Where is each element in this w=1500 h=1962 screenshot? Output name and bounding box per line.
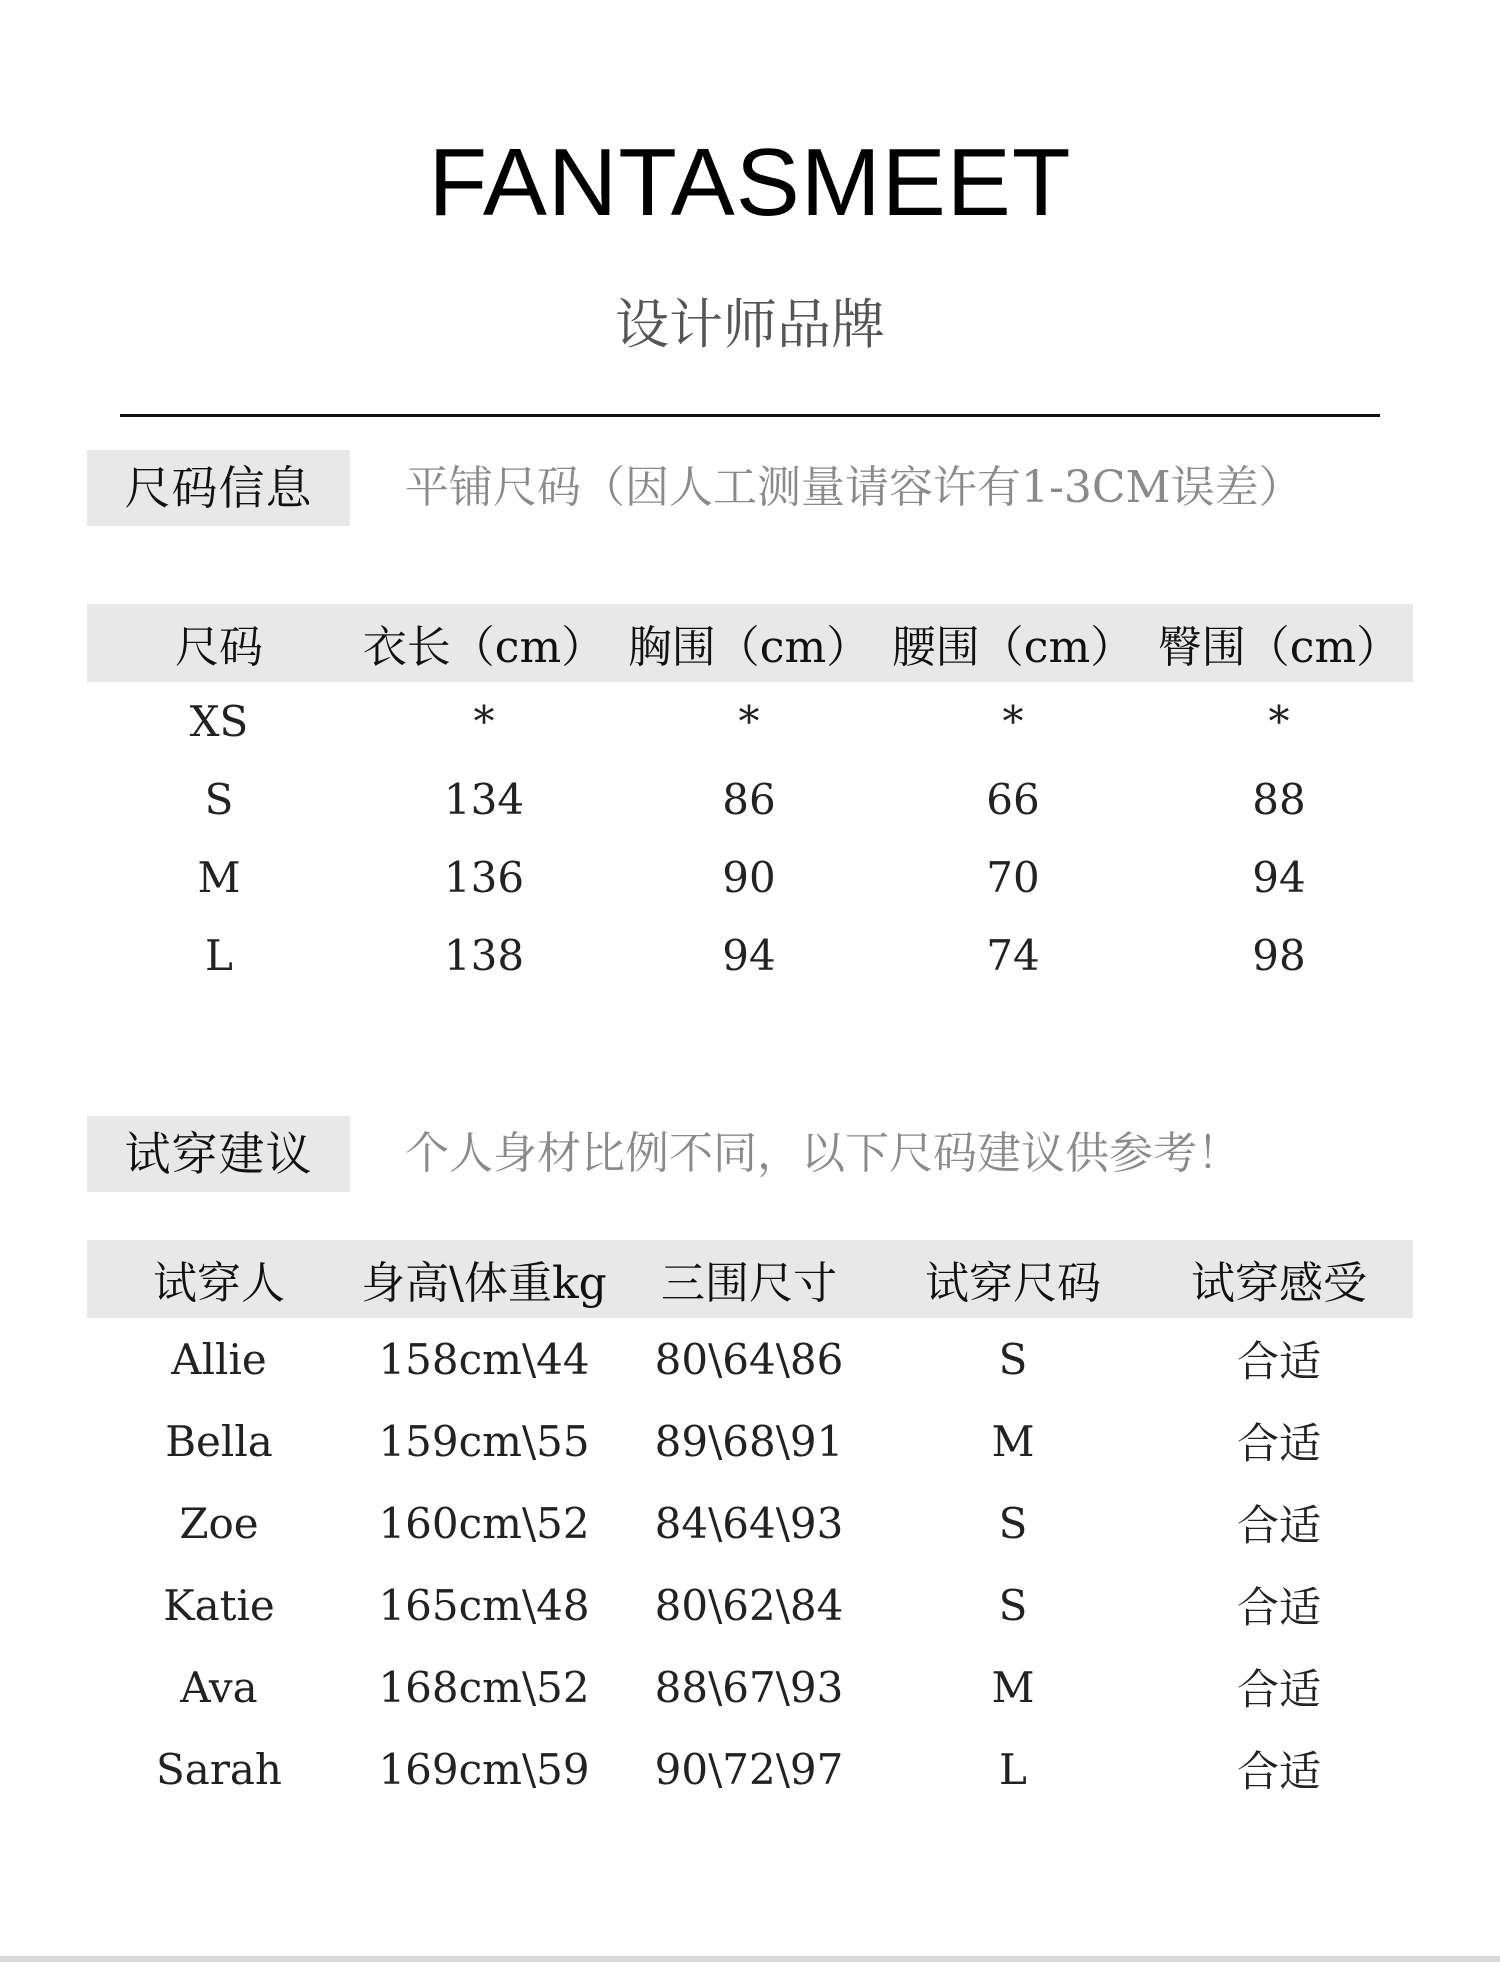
- fit-section-tag: 试穿建议: [87, 1116, 350, 1192]
- column-header-waist: 腰围（cm）: [891, 622, 1135, 673]
- table-cell: Allie: [171, 1334, 267, 1384]
- table-cell: 88\67\93: [654, 1662, 844, 1712]
- table-cell: Sarah: [156, 1744, 282, 1794]
- table-cell: 合适: [1236, 1419, 1321, 1468]
- table-cell: 86: [722, 774, 776, 824]
- table-cell: S: [998, 1334, 1028, 1384]
- fit-table: [87, 1240, 1413, 1810]
- table-cell: 98: [1252, 930, 1306, 980]
- brand-subtitle: 设计师品牌: [615, 293, 885, 356]
- table-row: [87, 1646, 1413, 1728]
- column-header-length: 衣长（cm）: [362, 622, 606, 673]
- column-header-tried-size: 试穿尺码: [925, 1258, 1101, 1309]
- size-section-note: 平铺尺码（因人工测量请容许有1-3CM误差）: [405, 462, 1303, 513]
- table-cell: 90\72\97: [654, 1744, 844, 1794]
- table-cell: *: [1268, 696, 1290, 746]
- table-row: [87, 760, 1413, 838]
- table-cell: S: [998, 1498, 1028, 1548]
- table-row: [87, 1400, 1413, 1482]
- table-cell: 168cm\52: [378, 1662, 590, 1712]
- table-cell: 89\68\91: [654, 1416, 844, 1466]
- table-row: [87, 1728, 1413, 1810]
- brand-title: FANTASMEET: [428, 129, 1072, 236]
- table-cell: *: [738, 696, 760, 746]
- table-cell: 80\64\86: [654, 1334, 844, 1384]
- table-cell: 160cm\52: [378, 1498, 590, 1548]
- table-cell: S: [998, 1580, 1028, 1630]
- table-cell: 合适: [1236, 1583, 1321, 1632]
- table-cell: 合适: [1236, 1665, 1321, 1714]
- table-cell: 94: [722, 930, 776, 980]
- column-header-fit-feeling: 试穿感受: [1191, 1258, 1367, 1309]
- table-cell: 84\64\93: [654, 1498, 844, 1548]
- table-cell: 88: [1252, 774, 1306, 824]
- column-header-hip: 臀围（cm）: [1157, 622, 1401, 673]
- table-row: [87, 838, 1413, 916]
- table-cell: 90: [722, 852, 776, 902]
- table-row: [87, 1482, 1413, 1564]
- table-cell: 94: [1252, 852, 1306, 902]
- table-cell: *: [473, 696, 495, 746]
- column-header-measurements: 三围尺寸: [661, 1258, 837, 1309]
- fit-table-header-row: [87, 1240, 1413, 1318]
- table-cell: M: [991, 1662, 1035, 1712]
- size-table-header-row: [87, 604, 1413, 682]
- table-cell: Katie: [163, 1580, 275, 1630]
- table-cell: XS: [189, 696, 249, 746]
- table-cell: 136: [443, 852, 525, 902]
- table-cell: 80\62\84: [654, 1580, 844, 1630]
- table-cell: Ava: [180, 1662, 258, 1712]
- column-header-bust: 胸围（cm）: [627, 622, 871, 673]
- table-cell: 66: [986, 774, 1040, 824]
- table-cell: 74: [986, 930, 1040, 980]
- table-cell: M: [197, 852, 241, 902]
- column-header-height-weight: 身高\体重kg: [361, 1258, 607, 1309]
- table-cell: 138: [443, 930, 525, 980]
- table-row: [87, 1318, 1413, 1400]
- column-header-tester: 试穿人: [153, 1258, 285, 1309]
- table-row: [87, 682, 1413, 760]
- fit-section-note: 个人身材比例不同，以下尺码建议供参考！: [405, 1128, 1241, 1179]
- table-cell: M: [991, 1416, 1035, 1466]
- table-cell: 合适: [1236, 1337, 1321, 1386]
- table-cell: L: [999, 1744, 1027, 1794]
- table-cell: 合适: [1236, 1747, 1321, 1796]
- table-cell: 159cm\55: [378, 1416, 590, 1466]
- table-cell: *: [1002, 696, 1024, 746]
- table-cell: Bella: [165, 1416, 273, 1466]
- header-divider: [120, 414, 1380, 417]
- table-row: [87, 916, 1413, 994]
- size-section-tag: 尺码信息: [87, 450, 350, 526]
- table-row: [87, 1564, 1413, 1646]
- table-cell: 169cm\59: [378, 1744, 590, 1794]
- table-cell: 合适: [1236, 1501, 1321, 1550]
- table-cell: 165cm\48: [378, 1580, 590, 1630]
- table-cell: 158cm\44: [378, 1334, 590, 1384]
- bottom-divider: [0, 1956, 1500, 1962]
- column-header-size: 尺码: [175, 622, 263, 673]
- table-cell: L: [205, 930, 233, 980]
- table-cell: 70: [986, 852, 1040, 902]
- table-cell: S: [204, 774, 234, 824]
- size-table: [87, 604, 1413, 994]
- table-cell: 134: [443, 774, 525, 824]
- table-cell: Zoe: [179, 1498, 259, 1548]
